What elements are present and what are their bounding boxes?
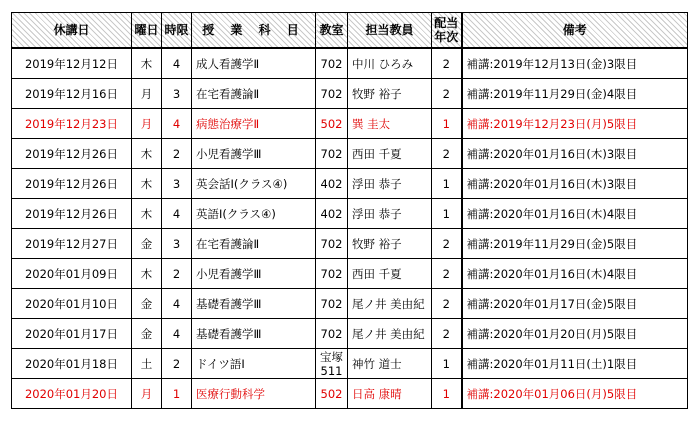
cell-note: 補講:2020年01月16日(木)4限目 — [462, 259, 688, 289]
header-year-line2: 年次 — [434, 30, 459, 44]
cell-date: 2019年12月26日 — [12, 169, 132, 199]
cell-period: 3 — [162, 169, 192, 199]
cell-period: 1 — [162, 379, 192, 409]
header-day: 曜日 — [132, 13, 162, 49]
cell-day: 木 — [132, 48, 162, 79]
cell-subject: 英語Ⅰ(クラス④) — [192, 199, 316, 229]
cell-year: 1 — [432, 349, 462, 379]
header-period: 時限 — [162, 13, 192, 49]
cell-room: 702 — [316, 139, 348, 169]
cell-teacher: 巽 圭太 — [348, 109, 432, 139]
cell-note: 補講:2020年01月17日(金)5限目 — [462, 289, 688, 319]
cell-year: 2 — [432, 48, 462, 79]
cell-room: 702 — [316, 48, 348, 79]
cell-room-line1: 宝塚 — [320, 349, 343, 364]
cell-year: 2 — [432, 319, 462, 349]
cell-note: 補講:2020年01月16日(木)3限目 — [462, 169, 688, 199]
cell-teacher: 尾ノ井 美由紀 — [348, 289, 432, 319]
cell-subject: 在宅看護論Ⅱ — [192, 229, 316, 259]
cell-note: 補講:2019年12月13日(金)3限目 — [462, 48, 688, 79]
cell-note: 補講:2019年12月23日(月)5限目 — [462, 109, 688, 139]
cell-note: 補講:2019年11月29日(金)4限目 — [462, 79, 688, 109]
cell-teacher: 尾ノ井 美由紀 — [348, 319, 432, 349]
cell-teacher: 浮田 恭子 — [348, 169, 432, 199]
table-row — [12, 109, 688, 139]
table-row — [12, 319, 688, 349]
cell-subject: ドイツ語Ⅰ — [192, 349, 316, 379]
cell-subject: 在宅看護論Ⅱ — [192, 79, 316, 109]
cell-date: 2019年12月12日 — [12, 48, 132, 79]
cell-day: 金 — [132, 289, 162, 319]
header-date: 休講日 — [12, 13, 132, 49]
table-header-row — [12, 13, 688, 49]
table-body — [12, 48, 688, 409]
cell-period: 3 — [162, 229, 192, 259]
header-teacher: 担当教員 — [348, 13, 432, 49]
table-row — [12, 169, 688, 199]
cell-room: 702 — [316, 229, 348, 259]
cell-teacher: 中川 ひろみ — [348, 48, 432, 79]
cell-period: 2 — [162, 259, 192, 289]
cell-date: 2019年12月26日 — [12, 139, 132, 169]
cell-room: 702 — [316, 319, 348, 349]
cell-room: 502 — [316, 379, 348, 409]
cell-note: 補講:2020年01月16日(木)4限目 — [462, 199, 688, 229]
header-note: 備考 — [462, 13, 688, 49]
cell-date: 2020年01月10日 — [12, 289, 132, 319]
cell-period: 2 — [162, 349, 192, 379]
cell-year: 2 — [432, 229, 462, 259]
cell-note: 補講:2020年01月06日(月)5限目 — [462, 379, 688, 409]
cell-room: 402 — [316, 169, 348, 199]
cell-date: 2019年12月26日 — [12, 199, 132, 229]
cell-day: 木 — [132, 259, 162, 289]
cell-day: 木 — [132, 169, 162, 199]
cell-period: 4 — [162, 109, 192, 139]
cell-teacher: 浮田 恭子 — [348, 199, 432, 229]
table-row — [12, 139, 688, 169]
cell-day: 月 — [132, 79, 162, 109]
header-year — [432, 13, 462, 49]
cell-room: 702 — [316, 289, 348, 319]
cell-subject: 成人看護学Ⅱ — [192, 48, 316, 79]
cell-year: 1 — [432, 109, 462, 139]
cell-teacher: 牧野 裕子 — [348, 229, 432, 259]
table-row — [12, 229, 688, 259]
cell-teacher: 牧野 裕子 — [348, 79, 432, 109]
table-row — [12, 199, 688, 229]
cell-note: 補講:2019年11月29日(金)5限目 — [462, 229, 688, 259]
cell-year: 2 — [432, 259, 462, 289]
cell-subject: 小児看護学Ⅲ — [192, 139, 316, 169]
table-row — [12, 79, 688, 109]
cell-date: 2020年01月18日 — [12, 349, 132, 379]
cell-period: 2 — [162, 139, 192, 169]
cell-period: 4 — [162, 289, 192, 319]
cell-day: 木 — [132, 199, 162, 229]
cell-room: 702 — [316, 79, 348, 109]
cell-room — [316, 349, 348, 379]
cell-day: 月 — [132, 379, 162, 409]
table-row — [12, 379, 688, 409]
cell-date: 2019年12月16日 — [12, 79, 132, 109]
cell-period: 4 — [162, 199, 192, 229]
header-year-line1: 配当 — [434, 16, 459, 30]
cell-year: 2 — [432, 79, 462, 109]
cell-teacher: 西田 千夏 — [348, 139, 432, 169]
cell-note: 補講:2020年01月11日(土)1限目 — [462, 349, 688, 379]
table-row — [12, 48, 688, 79]
cell-year: 1 — [432, 169, 462, 199]
cell-note: 補講:2020年01月20日(月)5限目 — [462, 319, 688, 349]
cell-subject: 病態治療学Ⅱ — [192, 109, 316, 139]
cell-note: 補講:2020年01月16日(木)3限目 — [462, 139, 688, 169]
cancellation-table — [11, 12, 688, 409]
cell-teacher: 西田 千夏 — [348, 259, 432, 289]
cell-day: 月 — [132, 109, 162, 139]
cell-day: 金 — [132, 229, 162, 259]
cell-teacher: 神竹 道士 — [348, 349, 432, 379]
cell-subject: 基礎看護学Ⅲ — [192, 319, 316, 349]
cell-date: 2020年01月20日 — [12, 379, 132, 409]
cell-period: 3 — [162, 79, 192, 109]
cell-room: 402 — [316, 199, 348, 229]
header-room: 教室 — [316, 13, 348, 49]
cell-year: 2 — [432, 139, 462, 169]
cell-day: 木 — [132, 139, 162, 169]
cell-day: 金 — [132, 319, 162, 349]
cell-period: 4 — [162, 48, 192, 79]
cell-date: 2019年12月23日 — [12, 109, 132, 139]
cell-subject: 医療行動科学 — [192, 379, 316, 409]
cell-day: 土 — [132, 349, 162, 379]
cell-room: 502 — [316, 109, 348, 139]
cell-year: 1 — [432, 199, 462, 229]
cell-subject: 小児看護学Ⅲ — [192, 259, 316, 289]
cell-subject: 英会話Ⅰ(クラス④) — [192, 169, 316, 199]
table-row — [12, 289, 688, 319]
table-row — [12, 349, 688, 379]
cell-period: 4 — [162, 319, 192, 349]
table-row — [12, 259, 688, 289]
cell-date: 2019年12月27日 — [12, 229, 132, 259]
cell-room-line2: 511 — [320, 363, 343, 378]
cell-year: 2 — [432, 289, 462, 319]
cell-room: 702 — [316, 259, 348, 289]
cell-date: 2020年01月09日 — [12, 259, 132, 289]
cell-date: 2020年01月17日 — [12, 319, 132, 349]
header-subject: 授 業 科 目 — [192, 13, 316, 49]
cell-year: 1 — [432, 379, 462, 409]
cell-teacher: 日高 康晴 — [348, 379, 432, 409]
cell-subject: 基礎看護学Ⅲ — [192, 289, 316, 319]
